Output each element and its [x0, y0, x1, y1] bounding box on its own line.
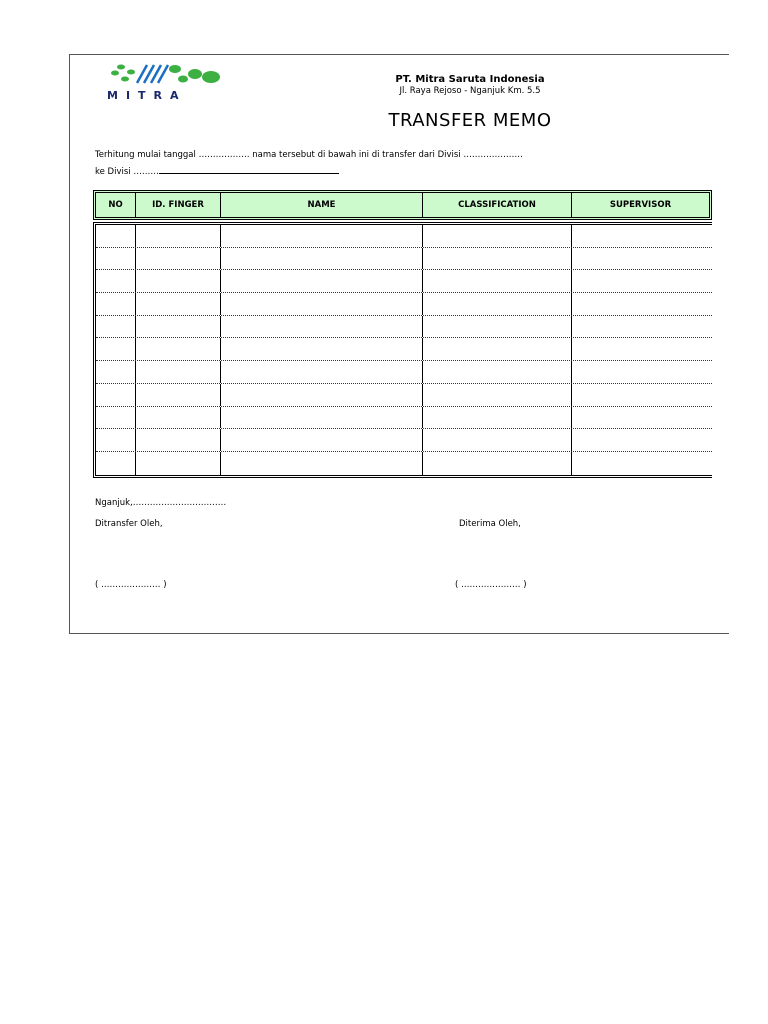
cell-name[interactable]	[221, 225, 423, 247]
cell-id-finger[interactable]	[136, 429, 221, 451]
cell-no[interactable]	[96, 384, 136, 406]
intro-line-2-text: ke Divisi ………	[95, 167, 159, 177]
cell-name[interactable]	[221, 248, 423, 270]
cell-classification[interactable]	[423, 429, 572, 451]
cell-supervisor[interactable]	[572, 248, 712, 270]
column-header-supervisor: SUPERVISOR	[609, 200, 672, 210]
cell-id-finger[interactable]	[136, 338, 221, 360]
intro-line-2	[95, 167, 339, 177]
cell-supervisor[interactable]	[572, 407, 712, 429]
table-row	[96, 293, 712, 316]
table-row	[96, 429, 712, 452]
cell-id-finger[interactable]	[136, 225, 221, 247]
cell-supervisor[interactable]	[572, 452, 712, 475]
cell-classification[interactable]	[423, 452, 572, 475]
cell-no[interactable]	[96, 338, 136, 360]
table-row	[96, 316, 712, 339]
table-row	[96, 248, 712, 271]
cell-name[interactable]	[221, 407, 423, 429]
company-name: PT. Mitra Saruta Indonesia	[395, 74, 545, 85]
table-row	[96, 361, 712, 384]
cell-name[interactable]	[221, 316, 423, 338]
received-by-label: Diterima Oleh,	[459, 519, 521, 529]
table-row	[96, 452, 712, 475]
logo-wordmark: MITRA	[107, 89, 187, 102]
cell-id-finger[interactable]	[136, 452, 221, 475]
received-by-signature-blank: ( ………………… )	[455, 580, 527, 590]
cell-id-finger[interactable]	[136, 407, 221, 429]
cell-no[interactable]	[96, 429, 136, 451]
cell-supervisor[interactable]	[572, 384, 712, 406]
cell-id-finger[interactable]	[136, 293, 221, 315]
cell-name[interactable]	[221, 429, 423, 451]
cell-id-finger[interactable]	[136, 270, 221, 292]
cell-classification[interactable]	[423, 270, 572, 292]
cell-classification[interactable]	[423, 248, 572, 270]
cell-name[interactable]	[221, 384, 423, 406]
cell-classification[interactable]	[423, 384, 572, 406]
intro-line-1: Terhitung mulai tanggal ……………… nama tersebut di bawah ini di transfer dari Divisi …………………	[95, 150, 523, 160]
mitra-logo	[107, 63, 227, 103]
table-row	[96, 407, 712, 430]
table-row	[96, 384, 712, 407]
column-header-name: NAME	[221, 193, 423, 217]
column-header-id-finger: ID. FINGER	[136, 193, 221, 217]
cell-classification[interactable]	[423, 316, 572, 338]
division-blank-field[interactable]	[159, 173, 339, 174]
cell-classification[interactable]	[423, 361, 572, 383]
table-row	[96, 338, 712, 361]
cell-id-finger[interactable]	[136, 316, 221, 338]
table-row	[96, 225, 712, 248]
cell-no[interactable]	[96, 407, 136, 429]
cell-no[interactable]	[96, 293, 136, 315]
cell-id-finger[interactable]	[136, 384, 221, 406]
table-header	[93, 190, 712, 220]
cell-id-finger[interactable]	[136, 248, 221, 270]
cell-supervisor[interactable]	[572, 225, 712, 247]
cell-classification[interactable]	[423, 293, 572, 315]
cell-no[interactable]	[96, 452, 136, 475]
cell-id-finger[interactable]	[136, 361, 221, 383]
cell-classification[interactable]	[423, 338, 572, 360]
cell-no[interactable]	[96, 248, 136, 270]
page-title: TRANSFER MEMO	[388, 110, 552, 131]
cell-classification[interactable]	[423, 407, 572, 429]
cell-supervisor[interactable]	[572, 361, 712, 383]
cell-no[interactable]	[96, 361, 136, 383]
cell-supervisor[interactable]	[572, 338, 712, 360]
cell-supervisor[interactable]	[572, 429, 712, 451]
cell-name[interactable]	[221, 338, 423, 360]
column-header-classification: CLASSIFICATION	[423, 193, 572, 217]
cell-supervisor[interactable]	[572, 293, 712, 315]
table-body	[93, 222, 712, 478]
cell-no[interactable]	[96, 270, 136, 292]
cell-supervisor[interactable]	[572, 316, 712, 338]
cell-name[interactable]	[221, 270, 423, 292]
cell-name[interactable]	[221, 293, 423, 315]
transferred-by-signature-blank: ( ………………… )	[95, 580, 167, 590]
cell-name[interactable]	[221, 361, 423, 383]
cell-classification[interactable]	[423, 225, 572, 247]
cell-no[interactable]	[96, 225, 136, 247]
table-row	[96, 270, 712, 293]
column-header-no: NO	[96, 193, 136, 217]
cell-supervisor[interactable]	[572, 270, 712, 292]
company-address: Jl. Raya Rejoso - Nganjuk Km. 5.5	[399, 86, 541, 96]
cell-no[interactable]	[96, 316, 136, 338]
place-date-line: Nganjuk,……………………………	[95, 498, 227, 508]
cell-name[interactable]	[221, 452, 423, 475]
transferred-by-label: Ditransfer Oleh,	[95, 519, 163, 529]
logo-graphic-icon	[107, 63, 227, 91]
